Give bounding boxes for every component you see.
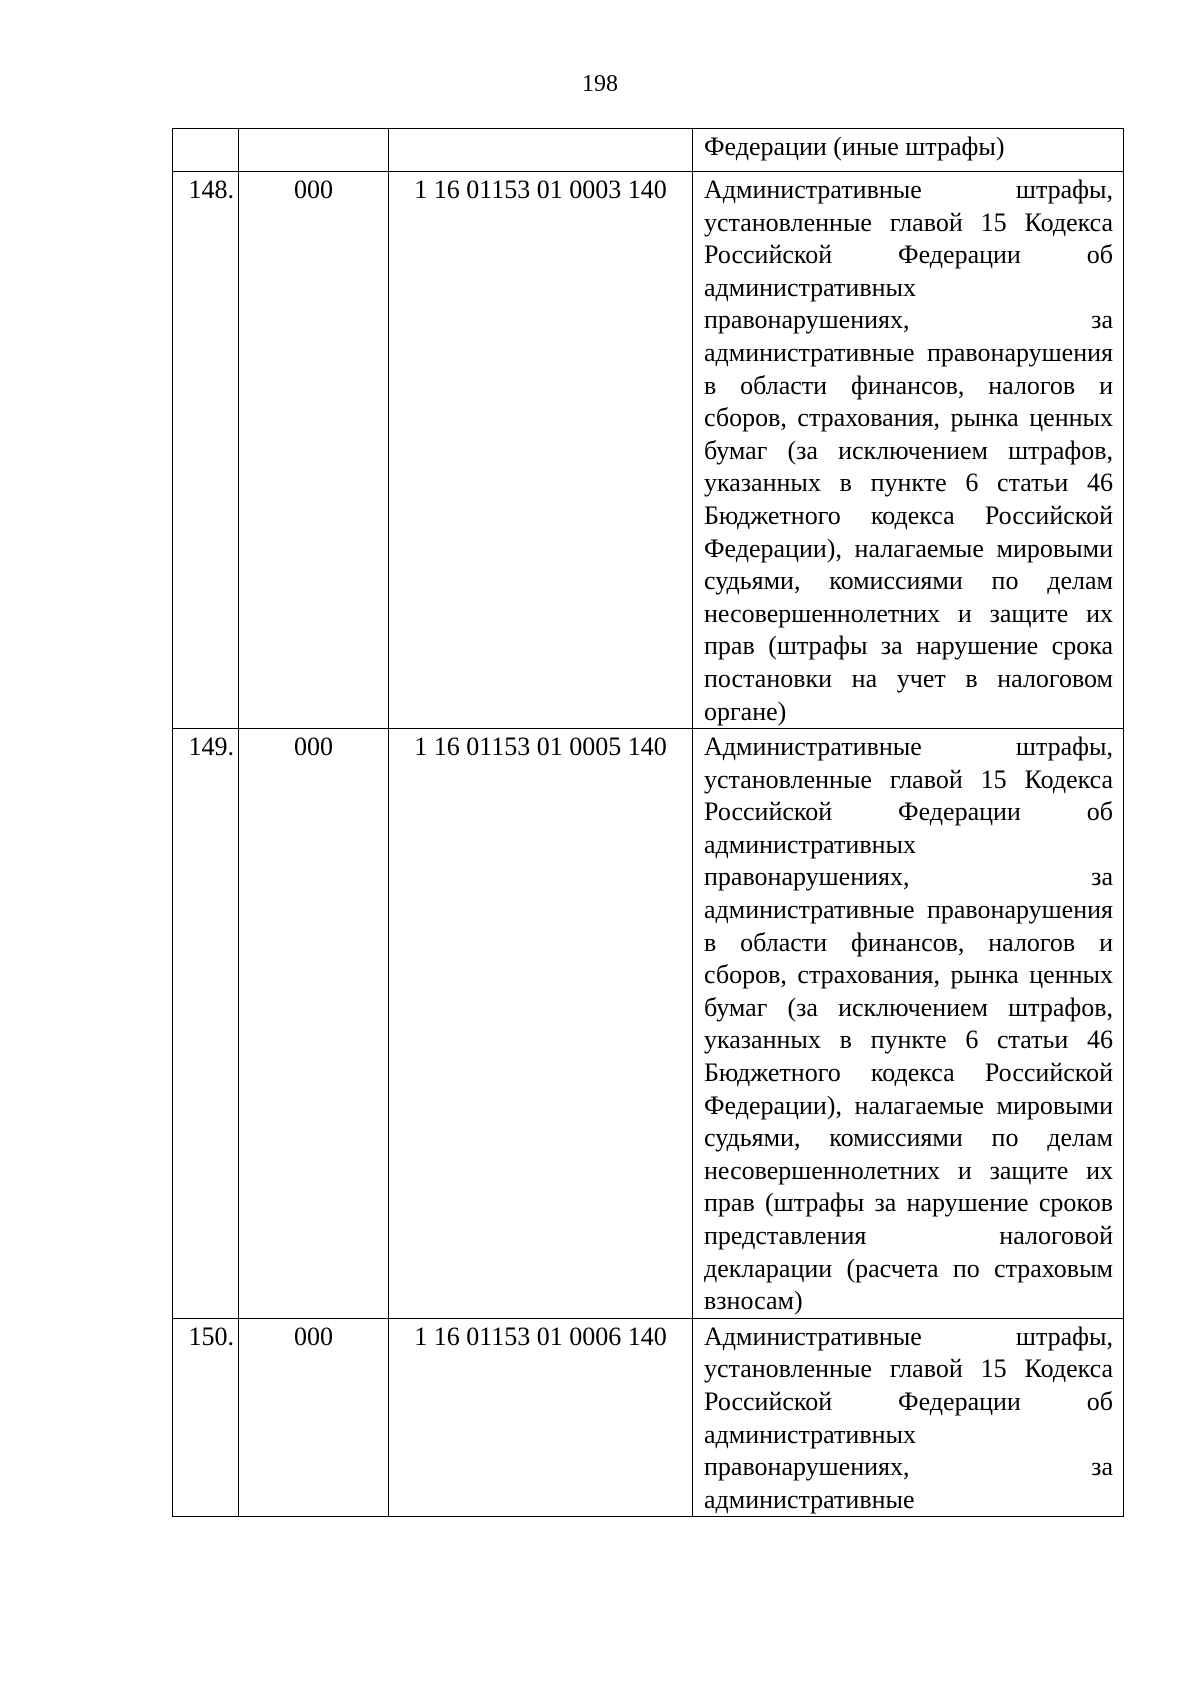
description-cell: Федерации (иные штрафы) (693, 129, 1124, 172)
budget-code-cell (389, 129, 693, 172)
table-row (173, 729, 1124, 1319)
table-row (173, 1318, 1124, 1517)
page-number: 198 (582, 71, 618, 97)
row-number-cell: 148. (173, 172, 239, 729)
admin-code-cell (239, 129, 389, 172)
table-row (173, 129, 1124, 172)
budget-classification-table (172, 128, 1124, 1517)
budget-code-cell: 1 16 01153 01 0006 140 (389, 1318, 693, 1517)
description-cell: Административные штрафы, установленные главой 15 Кодекса Российской Федерации об административных правонарушениях, за административные (693, 1318, 1124, 1517)
description-cell: Административные штрафы, установленные главой 15 Кодекса Российской Федерации об административных правонарушениях, за административные правонарушения в области финансов, налогов и сборов, страхования, рынка ценных бумаг (за исключением штрафов, указанных в пункте 6 статьи 46 Бюджетного кодекса Российской Федерации), налагаемые мировыми судьями, комиссиями по делам несовершеннолетних и защите их прав (штрафы за нарушение срока постановки на учет в налоговом органе) (693, 172, 1124, 729)
admin-code-cell: 000 (239, 1318, 389, 1517)
admin-code-cell: 000 (239, 729, 389, 1319)
row-number-cell: 150. (173, 1318, 239, 1517)
admin-code-cell: 000 (239, 172, 389, 729)
budget-code-cell: 1 16 01153 01 0005 140 (389, 729, 693, 1319)
row-number-cell: 149. (173, 729, 239, 1319)
table-row (173, 172, 1124, 729)
description-cell: Административные штрафы, установленные главой 15 Кодекса Российской Федерации об административных правонарушениях, за административные правонарушения в области финансов, налогов и сборов, страхования, рынка ценных бумаг (за исключением штрафов, указанных в пункте 6 статьи 46 Бюджетного кодекса Российской Федерации), налагаемые мировыми судьями, комиссиями по делам несовершеннолетних и защите их прав (штрафы за нарушение сроков представления налоговой декларации (расчета по страховым взносам) (693, 729, 1124, 1319)
row-number-cell (173, 129, 239, 172)
budget-code-cell: 1 16 01153 01 0003 140 (389, 172, 693, 729)
